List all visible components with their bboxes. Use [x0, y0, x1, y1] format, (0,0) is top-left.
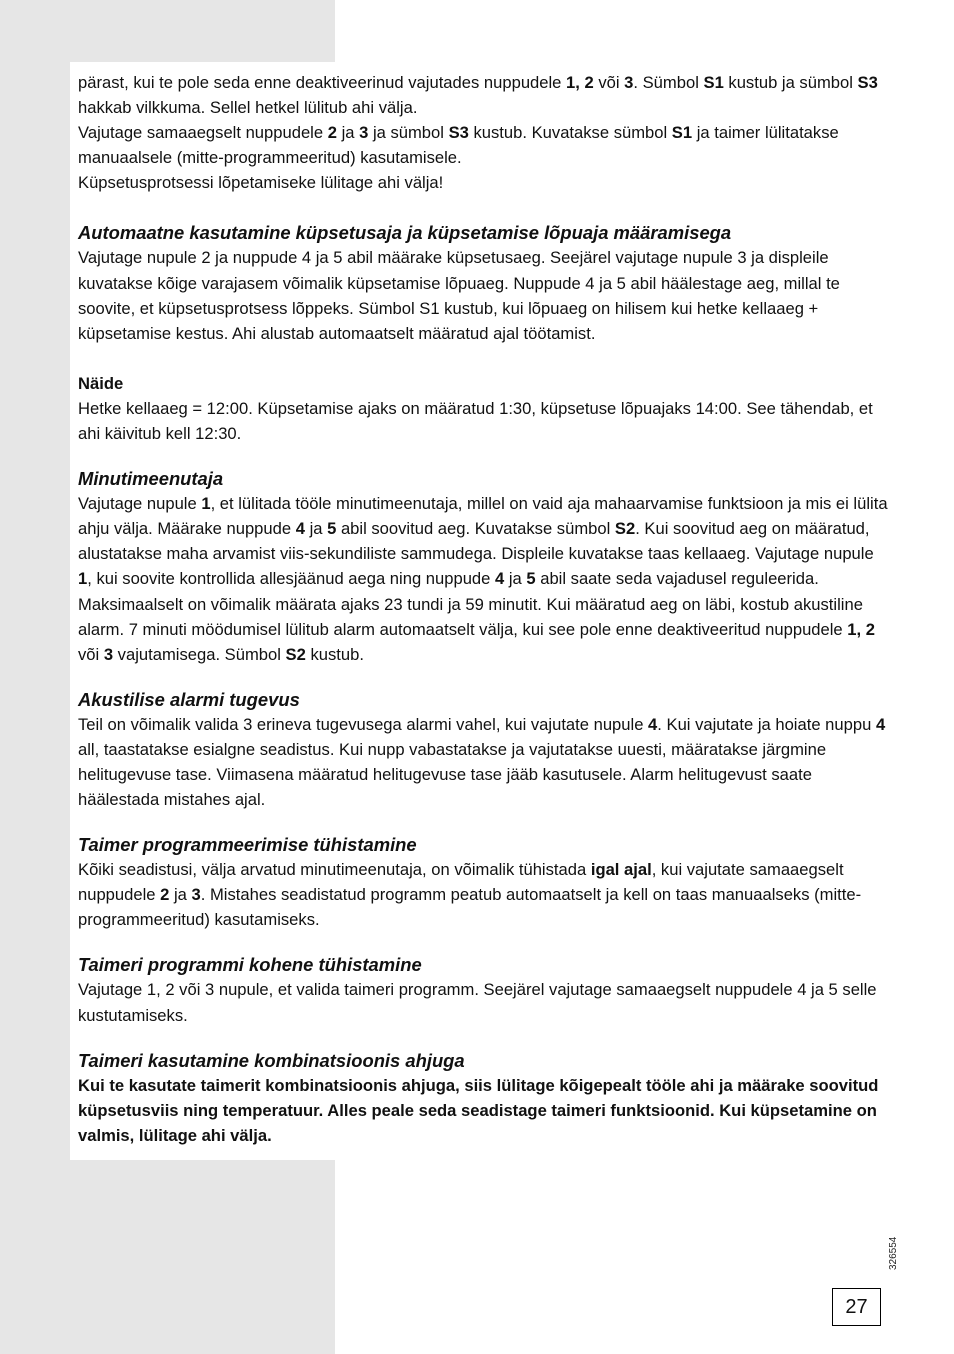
- paragraph: Kõiki seadistusi, välja arvatud minutimeenutaja, on võimalik tühistada igal ajal, kui vajutate samaaegselt nuppudele 2 ja 3. Mistahes seadistatud programm peatub automaatselt ja kell on taas manuaalseks (mitte-programmeeritud) kasutamiseks.: [78, 860, 862, 930]
- minute-minder-body: [78, 491, 888, 667]
- paragraph: Vajutage 1, 2 või 3 nupule, et valida taimeri programm. Seejärel vajutage samaaegselt nuppudele 4 ja 5 selle kustutamiseks.: [78, 980, 877, 1025]
- paragraph: Teil on võimalik valida 3 erineva tugevusega alarmi vahel, kui vajutate nupule 4. Kui vajutate ja hoiate nuppu 4 all, taastatakse esialgne seadistus. Kui nupp vabastatakse ja vajutatakse uuesti, määratakse järgmine helitugevuse tase. Viimasena määratud helitugevuse tase jääb kasutusele. Alarm helitugevust saate häälestada mistahes ajal.: [78, 714, 886, 810]
- heading-immediate-cancel: Taimeri programmi kohene tühistamine: [78, 954, 422, 976]
- heading-automatic-use: Automaatne kasutamine küpsetusaja ja küpsetamise lõpuaja määramisega: [78, 222, 732, 244]
- heading-minute-minder: Minutimeenutaja: [78, 468, 224, 490]
- page-number: 27: [832, 1288, 881, 1326]
- document-id: 326554: [888, 1236, 899, 1270]
- paragraph: Vajutage nupule 1, et lülitada tööle minutimeenutaja, millel on vaid aja mahaarvamise funktsioon ja mis ei lülita ahju välja. Määrake nuppude 4 ja 5 abil soovitud aeg. Kuvatakse sümbol S2. Kui soovitud aeg on määratud, alustatakse maha arvamist viis-sekundiliste sammudega. Displeile kuvatakse taas kellaaeg. Vajutage nupule 1, kui soovite kontrollida allesjäänud aega ning nuppude 4 ja 5 abil saate seda vajadusel reguleerida. Maksimaalselt on võimalik määrata ajaks 23 tundi ja 59 minutit. Kui määratud aeg on läbi, kostub akustiline alarm. 7 minuti möödumisel lülitub alarm automaatselt välja, kui see pole enne deaktiveeritud nuppudele 1, 2 või 3 vajutamisega. Sümbol S2 kustub.: [78, 494, 888, 664]
- paragraph: Kui te kasutate taimerit kombinatsioonis ahjuga, siis lülitage kõigepealt tööle ahi ja määrake soovitud küpsetusviis ning temperatuur. Alles peale seda seadistage taimeri funktsioonid. Kui küpsetamine on valmis, lülitage ahi välja.: [78, 1075, 879, 1145]
- immediate-cancel-body: [78, 977, 888, 1027]
- intro-section: [78, 70, 888, 195]
- example-body: [78, 396, 888, 446]
- cancel-programming-body: [78, 857, 888, 932]
- paragraph: Küpsetusprotsessi lõpetamiseke lülitage ahi välja!: [78, 173, 444, 193]
- heading-alarm-volume: Akustilise alarmi tugevus: [78, 688, 300, 710]
- combination-use-body: [78, 1073, 888, 1148]
- document-body: [70, 62, 888, 1160]
- paragraph: Vajutage samaaegselt nuppudele 2 ja 3 ja sümbol S3 kustub. Kuvatakse sümbol S1 ja taimer lülitatakse manuaalsele (mitte-programmeeritud) kasutamisele.: [78, 123, 839, 168]
- paragraph: Hetke kellaaeg = 12:00. Küpsetamise ajaks on määratud 1:30, küpsetuse lõpuajaks 14:00. See tähendab, et ahi käivitub kell 12:30.: [78, 398, 873, 444]
- paragraph: pärast, kui te pole seda enne deaktiveerinud vajutades nuppudele 1, 2 või 3. Sümbol S1 kustub ja sümbol S3 hakkab vilkkuma. Sellel hetkel lülitub ahi välja.: [78, 73, 878, 118]
- alarm-volume-body: [78, 712, 888, 812]
- automatic-use-body: [78, 245, 888, 345]
- paragraph: Vajutage nupule 2 ja nuppude 4 ja 5 abil määrake küpsetusaeg. Seejärel vajutage nupule 3 ja displeile kuvatakse kõige varajasem võimalik küpsetamise lõpuaeg. Nuppude 4 ja 5 abil häälestage aeg, millal te soovite, et küpsetusprotsess lõppeks. Sümbol S1 kustub, kui lõpuaeg on hilisem kui hetke kellaaeg + küpsetamise kestus. Ahi alustab automaatselt määratud ajal töötamist.: [78, 248, 840, 343]
- heading-cancel-programming: Taimer programmeerimise tühistamine: [78, 834, 417, 856]
- heading-combination-use: Taimeri kasutamine kombinatsioonis ahjuga: [78, 1049, 465, 1071]
- example-label: Näide: [78, 373, 124, 393]
